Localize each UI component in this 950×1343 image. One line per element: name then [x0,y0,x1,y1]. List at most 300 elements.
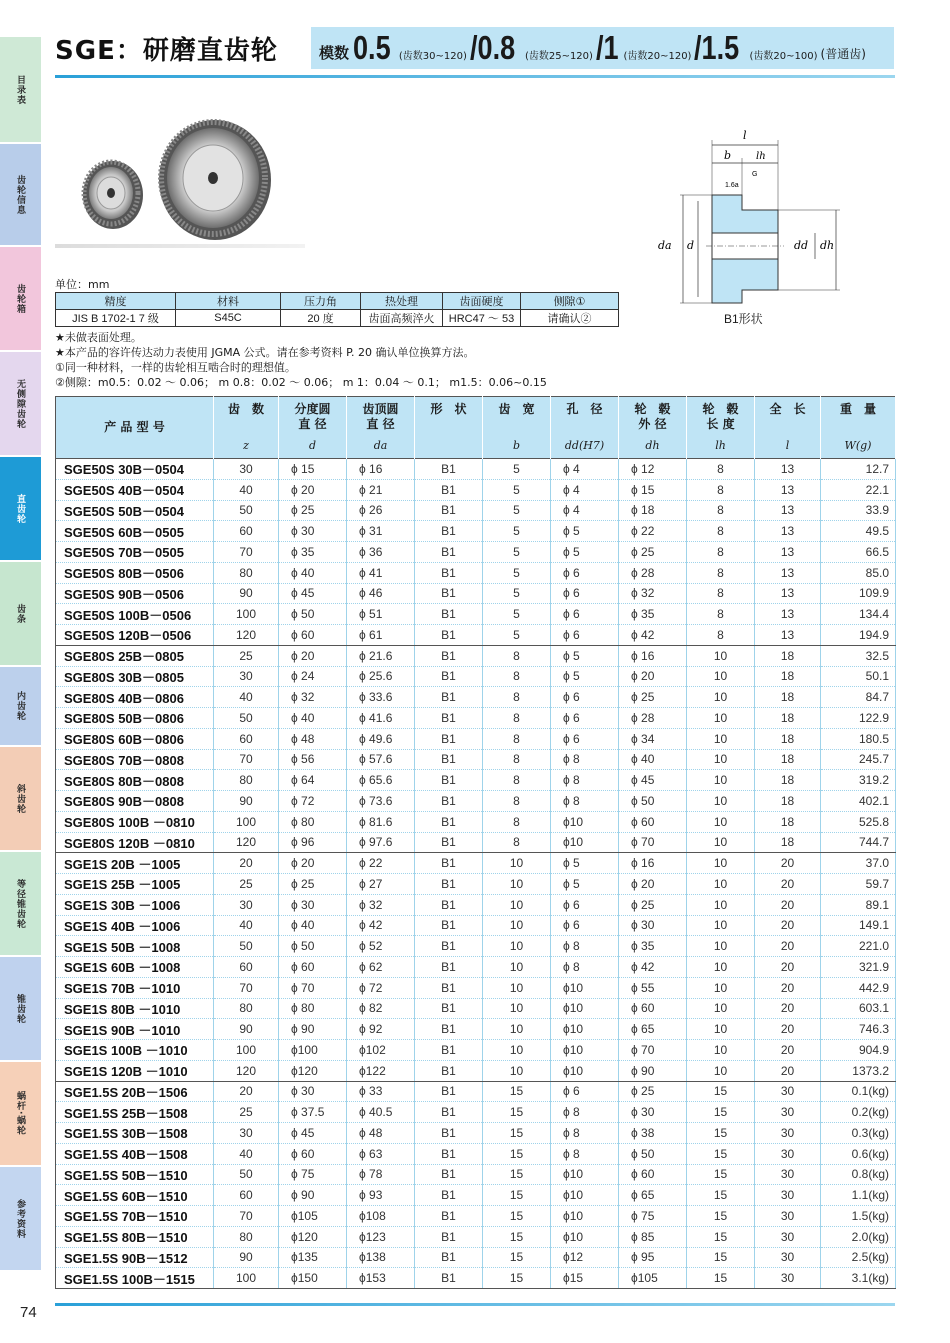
table-cell: ϕ 50 [619,791,687,812]
table-cell: 0.8(kg) [821,1164,896,1185]
table-cell: B1 [415,687,483,708]
table-cell: 15 [483,1206,551,1227]
table-cell: ϕ 60 [279,625,347,646]
table-cell: ϕ10 [551,1185,619,1206]
sidebar-tab-label: 无侧隙齿轮 [15,378,25,429]
column-header-label: 形 状 [430,402,467,416]
table-cell: ϕ 18 [619,500,687,521]
table-cell: SGE80S 80B－0808 [56,770,214,791]
table-cell: ϕ 50 [619,1143,687,1164]
table-cell: ϕ 8 [551,749,619,770]
table-cell: ϕ 22 [619,521,687,542]
table-cell: ϕ 8 [551,1102,619,1123]
table-cell: ϕ10 [551,998,619,1019]
table-cell: ϕ 40 [279,708,347,729]
table-cell: 100 [214,604,279,625]
column-header-label: 孔 径 [566,402,603,416]
table-cell: 30 [755,1226,821,1247]
spec-header: 热处理 [361,293,443,310]
table-cell: ϕ 45 [279,1123,347,1144]
table-cell: ϕ 96 [279,832,347,853]
table-cell: ϕ 15 [619,479,687,500]
table-cell: ϕ 42 [347,915,415,936]
table-cell: ϕ 25 [619,894,687,915]
table-cell: SGE1S 90B －1010 [56,1019,214,1040]
table-cell: B1 [415,998,483,1019]
table-cell: 25 [214,874,279,895]
table-cell: B1 [415,479,483,500]
table-cell: 10 [687,728,755,749]
table-cell: B1 [415,874,483,895]
note-line: ★本产品的容许传达动力表使用 JGMA 公式。请在参考资料 P. 20 确认单位换算方法。 [55,346,475,359]
table-cell: 194.9 [821,625,896,646]
table-cell: 15 [687,1185,755,1206]
table-cell: 10 [687,832,755,853]
table-cell: 8 [483,687,551,708]
table-cell: ϕ 42 [619,625,687,646]
table-cell: 10 [687,915,755,936]
table-cell: ϕ 36 [347,542,415,563]
table-cell: B1 [415,791,483,812]
table-cell: ϕ102 [347,1040,415,1061]
table-cell: 10 [687,666,755,687]
table-cell: SGE1.5S 25B－1508 [56,1102,214,1123]
table-cell: 10 [687,749,755,770]
table-cell: 10 [687,936,755,957]
table-row [56,957,896,978]
table-cell: 30 [755,1102,821,1123]
table-cell: SGE80S 120B －0810 [56,832,214,853]
table-cell: 15 [687,1164,755,1185]
page-number: 74 [20,1304,37,1321]
table-cell: SGE80S 70B－0808 [56,749,214,770]
tooth-type: (普通齿) [820,47,866,61]
column-header [551,397,619,459]
table-cell: ϕ 51 [347,604,415,625]
table-cell: 1.1(kg) [821,1185,896,1206]
table-cell: 100 [214,1268,279,1289]
table-cell: ϕ 75 [619,1206,687,1227]
table-cell: ϕ 48 [279,728,347,749]
table-cell: B1 [415,500,483,521]
table-cell: 100 [214,811,279,832]
table-cell: 8 [483,811,551,832]
table-cell: ϕ 40 [279,562,347,583]
dim-dh-label: dh [820,239,835,252]
sidebar-tab-label: 齿条 [15,603,25,624]
table-cell: SGE80S 100B －0810 [56,811,214,832]
table-cell: ϕ 80 [279,811,347,832]
table-cell: 15 [483,1268,551,1289]
table-cell: 50 [214,708,279,729]
table-cell: ϕ 33 [347,1081,415,1102]
table-cell: 37.0 [821,853,896,874]
table-cell: 20 [755,1019,821,1040]
sidebar-tab[interactable] [0,957,41,1062]
table-cell: ϕ 6 [551,708,619,729]
table-cell: B1 [415,583,483,604]
table-cell: ϕ 92 [347,1019,415,1040]
table-cell: 525.8 [821,811,896,832]
table-cell: ϕ 35 [279,542,347,563]
table-row [56,542,896,563]
table-cell: ϕ 37.5 [279,1102,347,1123]
table-row [56,832,896,853]
table-cell: ϕ 55 [619,977,687,998]
table-row [56,1206,896,1227]
table-cell: ϕ 50 [279,604,347,625]
modulus-teeth-1: (齿数30~120) [398,51,467,62]
table-cell: ϕ 30 [279,521,347,542]
table-cell: 10 [687,998,755,1019]
table-cell: ϕ 35 [619,604,687,625]
gear-photo [55,90,305,250]
table-row [56,1081,896,1102]
table-cell: ϕ 60 [279,957,347,978]
table-cell: 180.5 [821,728,896,749]
table-cell: ϕ 28 [619,708,687,729]
sidebar-tab[interactable] [0,457,41,562]
table-cell: 90 [214,583,279,604]
table-cell: 10 [483,977,551,998]
table-cell: ϕ 30 [279,1081,347,1102]
table-cell: ϕ 32 [347,894,415,915]
table-cell: ϕ 4 [551,500,619,521]
table-cell: 0.1(kg) [821,1081,896,1102]
header-divider [55,75,895,78]
table-cell: ϕ 81.6 [347,811,415,832]
column-header-symbol: dh [645,439,660,452]
table-cell: 90 [214,791,279,812]
table-cell: 10 [483,853,551,874]
table-cell: SGE1.5S 50B－1510 [56,1164,214,1185]
table-cell: ϕ 25 [619,687,687,708]
table-cell: 120 [214,625,279,646]
table-cell: ϕ120 [279,1060,347,1081]
table-cell: 5 [483,459,551,480]
table-cell: 15 [687,1268,755,1289]
table-cell: 603.1 [821,998,896,1019]
table-cell: SGE1.5S 30B－1508 [56,1123,214,1144]
table-cell: ϕ 30 [619,915,687,936]
table-cell: 30 [755,1143,821,1164]
table-cell: ϕ 16 [619,853,687,874]
table-cell: SGE1S 70B －1010 [56,977,214,998]
diagram-caption: B1形状 [724,312,763,326]
table-cell: 20 [755,894,821,915]
table-cell: 8 [483,791,551,812]
table-cell: SGE1.5S 80B－1510 [56,1226,214,1247]
table-cell: 8 [687,625,755,646]
table-cell: ϕ 48 [347,1123,415,1144]
table-row [56,1143,896,1164]
small-gear-icon [83,161,143,229]
table-cell: 10 [687,957,755,978]
table-row [56,583,896,604]
table-row [56,811,896,832]
table-cell: ϕ 33.6 [347,687,415,708]
table-cell: ϕ 32 [619,583,687,604]
note-line: ②侧隙：m0.5：0.02 ～ 0.06； m 0.8：0.02 ～ 0.06； m 1：0.04 ～ 0.1； m1.5：0.06~0.15 [55,376,547,389]
column-header-label: 全 长 [769,402,806,416]
table-cell: ϕ 72 [347,977,415,998]
table-cell: 20 [755,1040,821,1061]
table-cell: 15 [687,1081,755,1102]
table-cell: 59.7 [821,874,896,895]
table-cell: 746.3 [821,1019,896,1040]
sidebar-tab-label: 目录表 [15,74,25,105]
table-cell: 15 [687,1102,755,1123]
sidebar-tab-label: 齿轮信息 [15,174,25,215]
table-cell: ϕ 70 [619,832,687,853]
table-cell: 50 [214,500,279,521]
table-cell: 60 [214,521,279,542]
table-cell: ϕ10 [551,1040,619,1061]
table-cell: 10 [483,874,551,895]
table-cell: 5 [483,562,551,583]
spec-value: 20 度 [281,310,361,327]
table-cell: SGE50S 120B－0506 [56,625,214,646]
table-cell: 20 [755,998,821,1019]
column-header-label: 轮 毂 外 径 [634,402,671,431]
table-cell: ϕ 46 [347,583,415,604]
table-cell: 20 [214,853,279,874]
spec-value: 齿面高频淬火 [361,310,443,327]
table-cell: ϕ 32 [279,687,347,708]
sidebar-tab[interactable] [0,852,41,957]
table-cell: 90 [214,1247,279,1268]
column-header [56,397,214,459]
table-cell: ϕ 70 [619,1040,687,1061]
table-cell: 70 [214,977,279,998]
sidebar-tab[interactable] [0,1062,41,1167]
table-cell: ϕ 20 [619,874,687,895]
table-cell: 15 [483,1185,551,1206]
table-cell: ϕ 12 [619,459,687,480]
table-cell: B1 [415,708,483,729]
table-row [56,1123,896,1144]
table-cell: ϕ12 [551,1247,619,1268]
table-cell: ϕ 45 [619,770,687,791]
table-cell: SGE50S 50B－0504 [56,500,214,521]
table-cell: ϕ 50 [279,936,347,957]
table-cell: ϕ123 [347,1226,415,1247]
table-cell: B1 [415,894,483,915]
table-cell: SGE1S 25B －1005 [56,874,214,895]
table-cell: ϕ 6 [551,583,619,604]
sidebar-tab[interactable] [0,667,41,747]
table-cell: 8 [687,562,755,583]
table-cell: 5 [483,479,551,500]
table-cell: 5 [483,521,551,542]
table-cell: 30 [214,894,279,915]
table-cell: ϕ 38 [619,1123,687,1144]
sidebar-tab[interactable] [0,747,41,852]
table-cell: 245.7 [821,749,896,770]
table-cell: ϕ 40 [619,749,687,770]
table-cell: 22.1 [821,479,896,500]
dim-dd-label: dd [794,239,809,252]
table-row [56,645,896,666]
table-cell: ϕ 30 [619,1102,687,1123]
sidebar-tab[interactable] [0,1167,41,1272]
table-cell: ϕ105 [619,1268,687,1289]
table-cell: ϕ10 [551,1060,619,1081]
table-cell: ϕ 5 [551,645,619,666]
modulus-teeth-2: (齿数25~120) [524,51,593,62]
table-cell: 20 [755,915,821,936]
table-cell: ϕ 24 [279,666,347,687]
table-cell: 18 [755,728,821,749]
modulus-teeth-4: (齿数20~100) [749,51,818,62]
table-cell: 120 [214,832,279,853]
note-line: ①同一种材料，一样的齿轮相互啮合时的理想值。 [55,361,296,374]
table-cell: B1 [415,459,483,480]
table-cell: ϕ 70 [279,977,347,998]
table-cell: ϕ10 [551,811,619,832]
table-cell: B1 [415,1143,483,1164]
spec-value: HRC47 ～ 53 [443,310,521,327]
table-cell: 10 [687,811,755,832]
table-cell: 80 [214,1226,279,1247]
table-cell: ϕ 15 [279,459,347,480]
footer-divider [55,1303,895,1306]
table-cell: 5 [483,625,551,646]
table-cell: ϕ 6 [551,894,619,915]
table-cell: SGE50S 40B－0504 [56,479,214,500]
table-cell: 8 [687,542,755,563]
table-cell: ϕ 63 [347,1143,415,1164]
column-header-label: 分度圆 直 径 [294,402,331,431]
table-cell: 10 [483,894,551,915]
photo-baseline [55,244,305,248]
table-cell: 20 [755,874,821,895]
table-cell: 15 [483,1143,551,1164]
table-row [56,749,896,770]
table-cell: B1 [415,1268,483,1289]
table-cell: 13 [755,479,821,500]
column-header-label: 产 品 型 号 [104,420,165,434]
table-cell: ϕ 6 [551,728,619,749]
table-row [56,479,896,500]
table-cell: SGE1S 100B －1010 [56,1040,214,1061]
table-cell: SGE50S 60B－0505 [56,521,214,542]
column-header-symbol: d [308,439,317,452]
spec-header: 压力角 [281,293,361,310]
table-cell: 15 [483,1226,551,1247]
table-cell: 18 [755,708,821,729]
column-header [619,397,687,459]
table-cell: ϕ 25 [279,874,347,895]
table-row [56,1226,896,1247]
table-cell: B1 [415,936,483,957]
modulus-label: 模数 [319,44,350,62]
table-cell: 13 [755,583,821,604]
table-row [56,1040,896,1061]
table-cell: 120 [214,1060,279,1081]
table-cell: 66.5 [821,542,896,563]
modulus-teeth-3: (齿数20~120) [623,51,692,62]
sidebar-tab[interactable] [0,37,41,144]
sidebar-tab[interactable] [0,144,41,247]
table-cell: ϕ 90 [279,1019,347,1040]
table-cell: 3.1(kg) [821,1268,896,1289]
table-cell: B1 [415,915,483,936]
table-cell: ϕ 5 [551,521,619,542]
table-cell: ϕ 6 [551,687,619,708]
sidebar-tab[interactable] [0,247,41,352]
table-cell: 10 [687,874,755,895]
table-row [56,977,896,998]
table-cell: ϕ 65.6 [347,770,415,791]
table-cell: 402.1 [821,791,896,812]
table-cell: ϕ10 [551,1164,619,1185]
table-cell: SGE80S 90B－0808 [56,791,214,812]
modulus-value-4: /1.5 [694,29,740,66]
table-cell: ϕ 97.6 [347,832,415,853]
table-cell: ϕ 27 [347,874,415,895]
table-cell: 10 [483,1060,551,1081]
table-cell: 149.1 [821,915,896,936]
table-cell: 15 [483,1102,551,1123]
table-cell: 50 [214,936,279,957]
table-cell: 319.2 [821,770,896,791]
table-cell: SGE1.5S 20B－1506 [56,1081,214,1102]
table-cell: SGE1S 30B －1006 [56,894,214,915]
column-header [755,397,821,459]
column-header-label: 齿顶圆 直 径 [362,402,399,431]
table-cell: 10 [687,770,755,791]
table-cell: ϕ 90 [279,1185,347,1206]
table-cell: 321.9 [821,957,896,978]
table-cell: 8 [483,832,551,853]
table-cell: 15 [687,1123,755,1144]
table-cell: 89.1 [821,894,896,915]
table-cell: 30 [755,1268,821,1289]
table-cell: ϕ 42 [619,957,687,978]
table-cell: 15 [483,1081,551,1102]
column-header [483,397,551,459]
sidebar-tab[interactable] [0,562,41,667]
table-cell: 80 [214,770,279,791]
table-cell: SGE50S 80B－0506 [56,562,214,583]
table-cell: 221.0 [821,936,896,957]
table-cell: 10 [483,936,551,957]
product-table [55,396,896,1289]
table-row [56,770,896,791]
table-cell: ϕ 34 [619,728,687,749]
table-cell: 20 [214,1081,279,1102]
table-cell: B1 [415,1123,483,1144]
table-cell: 18 [755,749,821,770]
table-cell: 8 [687,500,755,521]
table-cell: 40 [214,1143,279,1164]
column-header-symbol: l [785,439,790,452]
table-cell: ϕ150 [279,1268,347,1289]
table-cell: ϕ10 [551,1226,619,1247]
table-cell: SGE1.5S 40B－1508 [56,1143,214,1164]
table-cell: ϕ 62 [347,957,415,978]
table-cell: 50 [214,1164,279,1185]
column-header-symbol: dd(H7) [564,439,605,452]
sidebar-tab[interactable] [0,352,41,457]
table-cell: 13 [755,459,821,480]
column-header [279,397,347,459]
table-row [56,1247,896,1268]
table-cell: ϕ 40 [279,915,347,936]
table-cell: 8 [483,666,551,687]
table-cell: 904.9 [821,1040,896,1061]
